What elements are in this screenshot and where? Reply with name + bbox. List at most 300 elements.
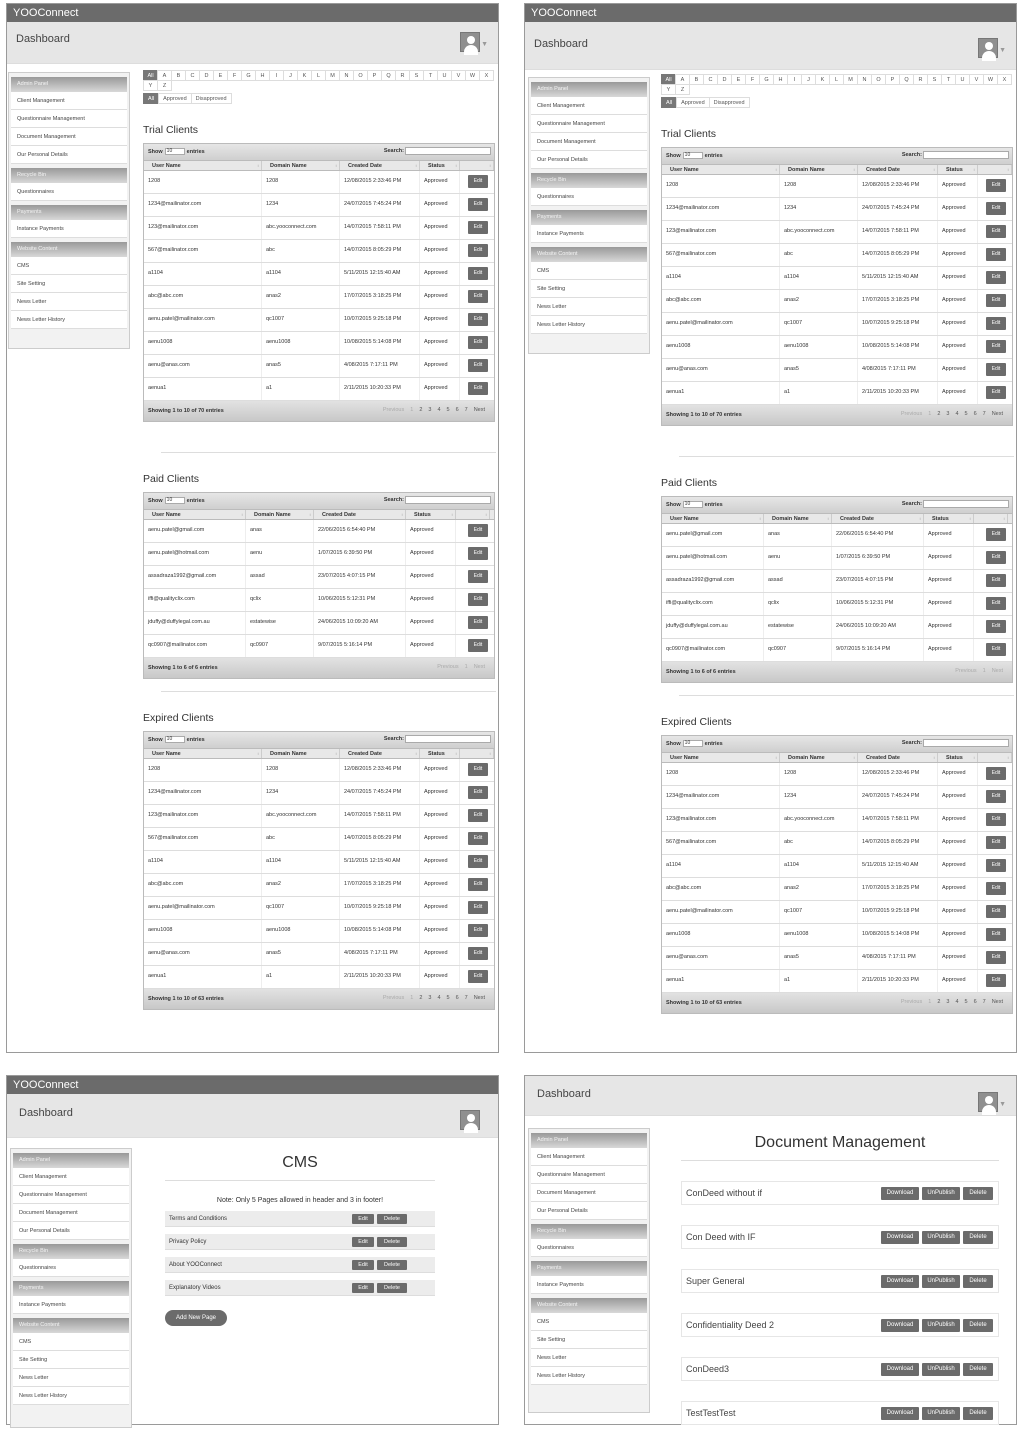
- column-header-domain-name[interactable]: Domain Name ↕: [764, 514, 832, 523]
- edit-button[interactable]: Edit: [986, 928, 1006, 941]
- page-button-6[interactable]: 6: [973, 999, 977, 1005]
- user-avatar-icon[interactable]: ▼: [460, 32, 480, 52]
- sidebar-item-document-management[interactable]: Document Management: [13, 1204, 129, 1222]
- edit-button[interactable]: Edit: [468, 267, 488, 280]
- table-row: [144, 966, 494, 989]
- edit-button[interactable]: Edit: [468, 593, 488, 606]
- edit-button[interactable]: Edit: [468, 924, 488, 937]
- status-filter-disapproved[interactable]: Disapproved: [191, 93, 232, 104]
- column-header-status[interactable]: Status ↕: [924, 514, 974, 523]
- page-button-5[interactable]: 5: [446, 995, 450, 1001]
- sidebar-item-client-management[interactable]: Client Management: [13, 1168, 129, 1186]
- page-button-1[interactable]: 1: [928, 999, 932, 1005]
- edit-button[interactable]: Edit: [468, 832, 488, 845]
- edit-button[interactable]: Edit: [468, 947, 488, 960]
- sidebar-item-news-letter-history[interactable]: News Letter History: [531, 1367, 647, 1385]
- letter-filter-w[interactable]: W: [983, 74, 998, 85]
- letter-filter-s[interactable]: S: [927, 74, 942, 85]
- edit-button[interactable]: Edit: [986, 767, 1006, 780]
- search-input[interactable]: [405, 496, 491, 504]
- column-header-user-name[interactable]: User Name ↕: [144, 161, 262, 170]
- table-row: [662, 855, 1012, 878]
- letter-filter-all[interactable]: All: [143, 70, 158, 81]
- column-header-user-name[interactable]: User Name ↕: [662, 165, 780, 174]
- page-button-5[interactable]: 5: [964, 999, 968, 1005]
- letter-filter-m[interactable]: M: [843, 74, 858, 85]
- table-cell: qc1007: [780, 313, 858, 335]
- letter-filter-e[interactable]: E: [731, 74, 746, 85]
- letter-filter-x[interactable]: X: [479, 70, 494, 81]
- page-button-4[interactable]: 4: [437, 407, 441, 413]
- edit-button[interactable]: Edit: [468, 359, 488, 372]
- column-header-status[interactable]: Status ↕: [406, 510, 456, 519]
- edit-button[interactable]: Edit: [352, 1237, 374, 1247]
- search-input[interactable]: [923, 500, 1009, 508]
- column-header-actions: [456, 510, 490, 519]
- letter-filter-r[interactable]: R: [395, 70, 410, 81]
- add-new-page-button[interactable]: Add New Page: [165, 1310, 227, 1326]
- delete-button[interactable]: Delete: [963, 1187, 993, 1200]
- column-header-domain-name[interactable]: Domain Name ↕: [780, 165, 858, 174]
- edit-button[interactable]: Edit: [986, 271, 1006, 284]
- page-button-6[interactable]: 6: [973, 411, 977, 417]
- sidebar-item-our-personal-details[interactable]: Our Personal Details: [11, 146, 127, 164]
- edit-button[interactable]: Edit: [468, 198, 488, 211]
- edit-button[interactable]: Edit: [468, 763, 488, 776]
- page-button-2[interactable]: 2: [419, 407, 423, 413]
- table-cell: aenu.patel@mailinator.com: [662, 901, 780, 923]
- previous-page-button[interactable]: Previous: [382, 407, 405, 413]
- letter-filter-j[interactable]: J: [283, 70, 298, 81]
- edit-button[interactable]: Edit: [352, 1214, 374, 1224]
- letter-filter-all[interactable]: All: [661, 74, 676, 85]
- sidebar-item-cms[interactable]: CMS: [11, 257, 127, 275]
- page-button-6[interactable]: 6: [455, 995, 459, 1001]
- search-label: Search:: [901, 152, 922, 158]
- page-button-3[interactable]: 3: [946, 411, 950, 417]
- table-cell: abc@abc.com: [662, 290, 780, 312]
- letter-filter-q[interactable]: Q: [381, 70, 396, 81]
- page-button-1[interactable]: 1: [928, 411, 932, 417]
- sidebar-item-news-letter[interactable]: News Letter: [11, 293, 127, 311]
- sidebar-item-cms[interactable]: CMS: [13, 1333, 129, 1351]
- page-button-2[interactable]: 2: [937, 999, 941, 1005]
- column-header-created-date[interactable]: Created Date ↕: [832, 514, 924, 523]
- column-header-created-date[interactable]: Created Date ↕: [340, 749, 420, 758]
- previous-page-button[interactable]: Previous: [437, 664, 459, 670]
- column-header-user-name[interactable]: User Name ↕: [662, 753, 780, 762]
- sidebar-item-instance-payments[interactable]: Instance Payments: [13, 1296, 129, 1314]
- page-button-3[interactable]: 3: [428, 995, 432, 1001]
- page-button-3[interactable]: 3: [428, 407, 432, 413]
- unpublish-button[interactable]: UnPublish: [922, 1275, 960, 1288]
- edit-button[interactable]: Edit: [468, 547, 488, 560]
- table-cell: 1234: [780, 198, 858, 220]
- search-input[interactable]: [923, 739, 1009, 747]
- page-button-3[interactable]: 3: [946, 999, 950, 1005]
- previous-page-button[interactable]: Previous: [900, 999, 923, 1005]
- page-button-5[interactable]: 5: [964, 411, 968, 417]
- previous-page-button[interactable]: Previous: [382, 995, 405, 1001]
- letter-filter-o[interactable]: O: [871, 74, 886, 85]
- letter-filter-x[interactable]: X: [997, 74, 1012, 85]
- sidebar-item-questionnaire-management[interactable]: Questionnaire Management: [13, 1186, 129, 1204]
- table-cell: 1234: [262, 782, 340, 804]
- column-header-status[interactable]: Status ↕: [938, 753, 978, 762]
- letter-filter-l[interactable]: L: [311, 70, 326, 81]
- table-row: [144, 589, 494, 612]
- letter-filter-z[interactable]: Z: [157, 80, 172, 91]
- edit-button[interactable]: Edit: [986, 790, 1006, 803]
- download-button[interactable]: Download: [881, 1319, 919, 1332]
- status-filter-all[interactable]: All: [661, 97, 677, 108]
- page-length-select[interactable]: 10: [165, 736, 185, 743]
- table-cell: aenua1: [144, 378, 262, 400]
- column-header-created-date[interactable]: Created Date ↕: [340, 161, 420, 170]
- edit-button[interactable]: Edit: [986, 294, 1006, 307]
- edit-button[interactable]: Edit: [468, 175, 488, 188]
- letter-filter-f[interactable]: F: [745, 74, 760, 85]
- letter-filter-t[interactable]: T: [941, 74, 956, 85]
- column-header-domain-name[interactable]: Domain Name ↕: [262, 161, 340, 170]
- table-cell: 17/07/2015 3:18:25 PM: [340, 286, 420, 308]
- sidebar-item-questionnaire-management[interactable]: Questionnaire Management: [531, 115, 647, 133]
- next-page-button[interactable]: Next: [473, 407, 485, 413]
- edit-button[interactable]: Edit: [468, 290, 488, 303]
- edit-button[interactable]: Edit: [468, 809, 488, 822]
- edit-button[interactable]: Edit: [352, 1260, 374, 1270]
- unpublish-button[interactable]: UnPublish: [922, 1407, 960, 1420]
- sidebar-item-site-setting[interactable]: Site Setting: [531, 1331, 647, 1349]
- sidebar-item-our-personal-details[interactable]: Our Personal Details: [531, 1202, 647, 1220]
- delete-button[interactable]: Delete: [963, 1275, 993, 1288]
- sidebar-item-questionnaire-management[interactable]: Questionnaire Management: [531, 1166, 647, 1184]
- table-cell: abc: [780, 244, 858, 266]
- next-page-button[interactable]: Next: [473, 664, 485, 670]
- edit-button[interactable]: Edit: [986, 528, 1006, 541]
- edit-button[interactable]: Edit: [986, 597, 1006, 610]
- page-button-6[interactable]: 6: [455, 407, 459, 413]
- page-button-1[interactable]: 1: [982, 668, 986, 674]
- letter-filter-d[interactable]: D: [717, 74, 732, 85]
- table-row: [144, 520, 494, 543]
- edit-button[interactable]: Edit: [986, 951, 1006, 964]
- edit-button[interactable]: Edit: [468, 313, 488, 326]
- edit-button[interactable]: Edit: [468, 786, 488, 799]
- table-cell: Approved: [406, 566, 456, 588]
- column-header-status[interactable]: Status ↕: [420, 749, 460, 758]
- letter-filter-c[interactable]: C: [185, 70, 200, 81]
- table-row: [662, 901, 1012, 924]
- edit-button[interactable]: Edit: [986, 905, 1006, 918]
- sidebar-item-client-management[interactable]: Client Management: [531, 1148, 647, 1166]
- column-header-user-name[interactable]: User Name ↕: [662, 514, 764, 523]
- letter-filter-w[interactable]: W: [465, 70, 480, 81]
- unpublish-button[interactable]: UnPublish: [922, 1363, 960, 1376]
- edit-button[interactable]: Edit: [986, 836, 1006, 849]
- table-cell: qclix: [764, 593, 832, 615]
- letter-filter-k[interactable]: K: [297, 70, 312, 81]
- sidebar-item-questionnaires[interactable]: Questionnaires: [531, 1239, 647, 1257]
- sidebar-item-questionnaires[interactable]: Questionnaires: [531, 188, 647, 206]
- previous-page-button[interactable]: Previous: [955, 668, 977, 674]
- page-button-7[interactable]: 7: [464, 407, 468, 413]
- edit-button[interactable]: Edit: [986, 643, 1006, 656]
- column-header-domain-name[interactable]: Domain Name ↕: [780, 753, 858, 762]
- sidebar-item-site-setting[interactable]: Site Setting: [13, 1351, 129, 1369]
- entries-label: entries: [704, 740, 723, 747]
- download-button[interactable]: Download: [881, 1275, 919, 1288]
- page-length-select[interactable]: 10: [165, 148, 185, 155]
- page-button-1[interactable]: 1: [464, 664, 468, 670]
- sidebar-item-news-letter[interactable]: News Letter: [13, 1369, 129, 1387]
- edit-button[interactable]: Edit: [986, 179, 1006, 192]
- page-length-select[interactable]: 10: [165, 497, 185, 504]
- table-cell: qc0907: [764, 639, 832, 661]
- edit-button[interactable]: Edit: [468, 878, 488, 891]
- next-page-button[interactable]: Next: [991, 668, 1003, 674]
- letter-filter-l[interactable]: L: [829, 74, 844, 85]
- column-header-domain-name[interactable]: Domain Name ↕: [246, 510, 314, 519]
- user-avatar-icon[interactable]: ▼: [978, 1092, 998, 1112]
- table-cell: abc@abc.com: [662, 878, 780, 900]
- status-filter-all[interactable]: All: [143, 93, 159, 104]
- edit-button[interactable]: Edit: [468, 336, 488, 349]
- table-cell: anas5: [780, 947, 858, 969]
- unpublish-button[interactable]: UnPublish: [922, 1231, 960, 1244]
- search-input[interactable]: [923, 151, 1009, 159]
- letter-filter-d[interactable]: D: [199, 70, 214, 81]
- sidebar-item-news-letter[interactable]: News Letter: [531, 1349, 647, 1367]
- page-button-4[interactable]: 4: [955, 411, 959, 417]
- page-button-7[interactable]: 7: [982, 999, 986, 1005]
- download-button[interactable]: Download: [881, 1187, 919, 1200]
- pagination: [380, 995, 488, 1001]
- sidebar-item-instance-payments[interactable]: Instance Payments: [531, 1276, 647, 1294]
- page-button-1[interactable]: 1: [410, 407, 414, 413]
- delete-button[interactable]: Delete: [963, 1231, 993, 1244]
- page-button-5[interactable]: 5: [446, 407, 450, 413]
- edit-button[interactable]: Edit: [468, 244, 488, 257]
- status-filter-approved[interactable]: Approved: [158, 93, 192, 104]
- letter-filter-n[interactable]: N: [857, 74, 872, 85]
- sidebar-item-news-letter-history[interactable]: News Letter History: [13, 1387, 129, 1405]
- search-input[interactable]: [405, 735, 491, 743]
- sidebar-group-header-website-content: Website Content: [531, 247, 647, 262]
- letter-filter-k[interactable]: K: [815, 74, 830, 85]
- letter-filter-b[interactable]: B: [171, 70, 186, 81]
- edit-button[interactable]: Edit: [986, 859, 1006, 872]
- letter-filter-i[interactable]: I: [787, 74, 802, 85]
- edit-button[interactable]: Edit: [468, 616, 488, 629]
- edit-button[interactable]: Edit: [986, 813, 1006, 826]
- letter-filter-j[interactable]: J: [801, 74, 816, 85]
- letter-filter-p[interactable]: P: [885, 74, 900, 85]
- status-filter-approved[interactable]: Approved: [676, 97, 710, 108]
- delete-button[interactable]: Delete: [377, 1283, 407, 1293]
- edit-button[interactable]: Edit: [468, 855, 488, 868]
- letter-filter-n[interactable]: N: [339, 70, 354, 81]
- letter-filter-q[interactable]: Q: [899, 74, 914, 85]
- letter-filter-v[interactable]: V: [451, 70, 466, 81]
- next-page-button[interactable]: Next: [991, 999, 1003, 1005]
- unpublish-button[interactable]: UnPublish: [922, 1319, 960, 1332]
- sidebar-item-instance-payments[interactable]: Instance Payments: [531, 225, 647, 243]
- letter-filter-g[interactable]: G: [241, 70, 256, 81]
- column-header-created-date[interactable]: Created Date ↕: [858, 165, 938, 174]
- page-button-1[interactable]: 1: [410, 995, 414, 1001]
- edit-button[interactable]: Edit: [468, 901, 488, 914]
- sidebar-item-site-setting[interactable]: Site Setting: [531, 280, 647, 298]
- edit-button[interactable]: Edit: [468, 570, 488, 583]
- sidebar-item-document-management[interactable]: Document Management: [531, 133, 647, 151]
- letter-filter-b[interactable]: B: [689, 74, 704, 85]
- sidebar-item-client-management[interactable]: Client Management: [11, 92, 127, 110]
- letter-filter-e[interactable]: E: [213, 70, 228, 81]
- page-button-7[interactable]: 7: [464, 995, 468, 1001]
- letter-filter-h[interactable]: H: [773, 74, 788, 85]
- letter-filter-s[interactable]: S: [409, 70, 424, 81]
- table-row: [144, 851, 494, 874]
- download-button[interactable]: Download: [881, 1407, 919, 1420]
- letter-filter-p[interactable]: P: [367, 70, 382, 81]
- letter-filter-a[interactable]: A: [675, 74, 690, 85]
- previous-page-button[interactable]: Previous: [900, 411, 923, 417]
- letter-filter-v[interactable]: V: [969, 74, 984, 85]
- edit-button[interactable]: Edit: [986, 386, 1006, 399]
- sidebar-item-document-management[interactable]: Document Management: [11, 128, 127, 146]
- letter-filter-y[interactable]: Y: [661, 84, 676, 95]
- app-brand: YOOConnect: [7, 1076, 498, 1094]
- sidebar-item-questionnaires[interactable]: Questionnaires: [11, 183, 127, 201]
- table-cell: Approved: [938, 267, 978, 289]
- page-length-select[interactable]: 10: [683, 501, 703, 508]
- edit-button[interactable]: Edit: [986, 317, 1006, 330]
- edit-button[interactable]: Edit: [986, 340, 1006, 353]
- edit-button[interactable]: Edit: [468, 382, 488, 395]
- column-header-status[interactable]: Status ↕: [938, 165, 978, 174]
- edit-button[interactable]: Edit: [986, 363, 1006, 376]
- table-cell: aenua1: [662, 970, 780, 992]
- sidebar-item-site-setting[interactable]: Site Setting: [11, 275, 127, 293]
- edit-button[interactable]: Edit: [986, 202, 1006, 215]
- status-filter-disapproved[interactable]: Disapproved: [709, 97, 750, 108]
- page-length-select[interactable]: 10: [683, 152, 703, 159]
- column-header-status[interactable]: Status ↕: [420, 161, 460, 170]
- edit-button[interactable]: Edit: [986, 974, 1006, 987]
- sidebar-item-questionnaires[interactable]: Questionnaires: [13, 1259, 129, 1277]
- user-avatar-icon[interactable]: [460, 1110, 480, 1130]
- sidebar-item-news-letter[interactable]: News Letter: [531, 298, 647, 316]
- page-button-4[interactable]: 4: [955, 999, 959, 1005]
- column-header-created-date[interactable]: Created Date ↕: [314, 510, 406, 519]
- table-footer: [144, 989, 494, 1009]
- sidebar-group: [11, 168, 127, 201]
- table-cell: aenu1008: [262, 332, 340, 354]
- page-length-select[interactable]: 10: [683, 740, 703, 747]
- letter-filter-c[interactable]: C: [703, 74, 718, 85]
- dashboard-header: [7, 22, 498, 64]
- letter-filter-m[interactable]: M: [325, 70, 340, 81]
- letter-filter-z[interactable]: Z: [675, 84, 690, 95]
- table-cell: abc: [262, 828, 340, 850]
- page-button-7[interactable]: 7: [982, 411, 986, 417]
- letter-filter-y[interactable]: Y: [143, 80, 158, 91]
- sidebar-item-news-letter-history[interactable]: News Letter History: [11, 311, 127, 329]
- sidebar-group-header-admin-panel: Admin Panel: [11, 77, 127, 92]
- edit-button[interactable]: Edit: [986, 882, 1006, 895]
- letter-filter-h[interactable]: H: [255, 70, 270, 81]
- table-row: [144, 943, 494, 966]
- table-controls: [662, 148, 1012, 164]
- letter-filter-r[interactable]: R: [913, 74, 928, 85]
- column-header-domain-name[interactable]: Domain Name ↕: [262, 749, 340, 758]
- delete-button[interactable]: Delete: [963, 1407, 993, 1420]
- column-header-created-date[interactable]: Created Date ↕: [858, 753, 938, 762]
- sidebar-item-cms[interactable]: CMS: [531, 262, 647, 280]
- delete-button[interactable]: Delete: [963, 1319, 993, 1332]
- delete-button[interactable]: Delete: [377, 1260, 407, 1270]
- table-cell: anas2: [262, 286, 340, 308]
- sidebar-item-document-management[interactable]: Document Management: [531, 1184, 647, 1202]
- edit-button[interactable]: Edit: [986, 225, 1006, 238]
- column-header-user-name[interactable]: User Name ↕: [144, 510, 246, 519]
- page-button-2[interactable]: 2: [937, 411, 941, 417]
- edit-button[interactable]: Edit: [986, 574, 1006, 587]
- page-button-4[interactable]: 4: [437, 995, 441, 1001]
- edit-button[interactable]: Edit: [468, 524, 488, 537]
- letter-filter-t[interactable]: T: [423, 70, 438, 81]
- next-page-button[interactable]: Next: [991, 411, 1003, 417]
- sidebar-item-instance-payments[interactable]: Instance Payments: [11, 220, 127, 238]
- edit-button[interactable]: Edit: [986, 248, 1006, 261]
- edit-button[interactable]: Edit: [352, 1283, 374, 1293]
- download-button[interactable]: Download: [881, 1363, 919, 1376]
- letter-filter-a[interactable]: A: [157, 70, 172, 81]
- edit-button[interactable]: Edit: [468, 970, 488, 983]
- letter-filter-u[interactable]: U: [437, 70, 452, 81]
- sidebar-item-our-personal-details[interactable]: Our Personal Details: [531, 151, 647, 169]
- user-avatar-icon[interactable]: ▼: [978, 38, 998, 58]
- column-header-user-name[interactable]: User Name ↕: [144, 749, 262, 758]
- sidebar-item-questionnaire-management[interactable]: Questionnaire Management: [11, 110, 127, 128]
- letter-filter-g[interactable]: G: [759, 74, 774, 85]
- unpublish-button[interactable]: UnPublish: [922, 1187, 960, 1200]
- page-button-2[interactable]: 2: [419, 995, 423, 1001]
- download-button[interactable]: Download: [881, 1231, 919, 1244]
- letter-filter-u[interactable]: U: [955, 74, 970, 85]
- table-cell: 10/07/2015 9:25:18 PM: [340, 897, 420, 919]
- table-cell: Approved: [938, 947, 978, 969]
- letter-filter-f[interactable]: F: [227, 70, 242, 81]
- delete-button[interactable]: Delete: [377, 1214, 407, 1224]
- search-input[interactable]: [405, 147, 491, 155]
- sidebar-item-news-letter-history[interactable]: News Letter History: [531, 316, 647, 334]
- next-page-button[interactable]: Next: [473, 995, 485, 1001]
- sidebar-item-our-personal-details[interactable]: Our Personal Details: [13, 1222, 129, 1240]
- sidebar-item-client-management[interactable]: Client Management: [531, 97, 647, 115]
- edit-button[interactable]: Edit: [468, 639, 488, 652]
- table-cell: Approved: [420, 782, 460, 804]
- edit-button[interactable]: Edit: [468, 221, 488, 234]
- letter-filter-i[interactable]: I: [269, 70, 284, 81]
- delete-button[interactable]: Delete: [963, 1363, 993, 1376]
- edit-button[interactable]: Edit: [986, 551, 1006, 564]
- sidebar-item-cms[interactable]: CMS: [531, 1313, 647, 1331]
- letter-filter-o[interactable]: O: [353, 70, 368, 81]
- edit-button[interactable]: Edit: [986, 620, 1006, 633]
- delete-button[interactable]: Delete: [377, 1237, 407, 1247]
